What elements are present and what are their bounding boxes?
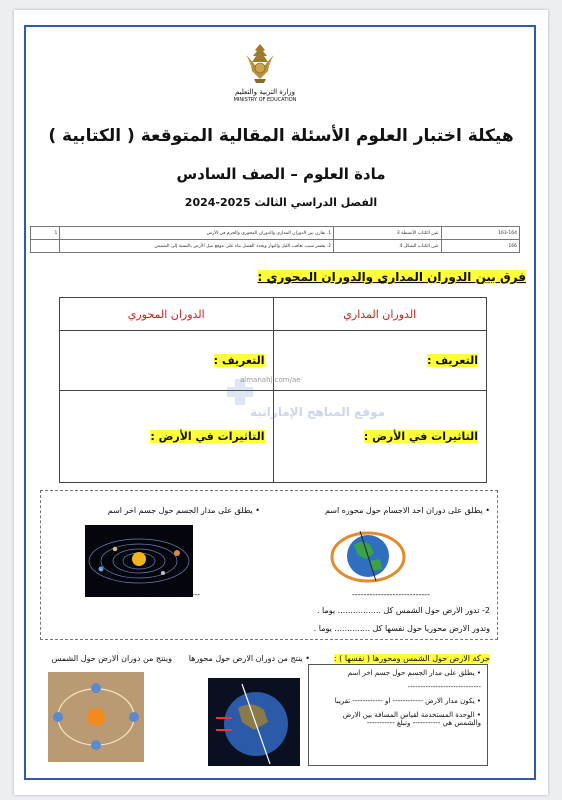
effects-label: التاثيرات في الأرض : [150, 430, 265, 443]
answer-blank-right: --------------------------- [122, 590, 200, 599]
axial-result-label [180, 654, 310, 663]
spec-table [30, 226, 520, 253]
table-row [31, 240, 520, 253]
solar-system-image [85, 525, 193, 597]
col-header-orbital: الدوران المداري [273, 298, 487, 331]
orbital-result-text: وينتج من دوران الارض حول الشمس [51, 654, 172, 663]
axial-result-text: • ينتج من دوران الارض حول محورها [188, 654, 310, 663]
orbital-result-label [42, 654, 172, 663]
definition-label: التعريف : [427, 354, 478, 367]
ministry-name-ar: وزارة التربية والتعليم [234, 88, 296, 96]
uae-emblem-icon [243, 41, 277, 85]
axial-rotation-question: • يطلق على دوران احد الاجسام حول محوره اسم [324, 506, 490, 515]
question-text: يطلق على مدار الجسم حول جسم اخر اسم [107, 506, 253, 515]
fill-line: • يطلق على مدار الجسم حول جسم اخر اسم [347, 669, 481, 677]
definition-label: التعريف : [213, 354, 265, 367]
term-line: الفصل الدراسي الثالث 2025-2024 [184, 196, 378, 209]
table-cell: عين الكتاب الشكل 4 [334, 240, 442, 253]
table-cell: 2. يفسر سبب تعاقب الليل والنهار ويحدد الفصل بناء على موقع ميل الأرض بالنسبة إلى الشمس [60, 240, 334, 253]
orbital-rotation-question: • يطلق على مدار الجسم حول جسم اخر اسم [107, 506, 260, 515]
ministry-name-en: MINISTRY OF EDUCATION [233, 97, 297, 103]
earth-axis-image [330, 525, 408, 587]
table-cell: 163-164 [441, 227, 519, 240]
table-row [31, 227, 520, 240]
effects-label: التاثيرات في الأرض : [363, 430, 478, 443]
question-2-line-1: 2- تدور الارض حول الشمس كل ................. يوما . [316, 606, 490, 615]
fill-line: • الوحدة المستخدمة لقياس المسافة بين الارض والشمس هي ----------- وتبلغ ----------- [342, 711, 481, 727]
earth-rotation-image [208, 678, 300, 766]
fill-in-box [308, 664, 488, 766]
watermark-text: موقع المناهج الإماراتية [250, 405, 386, 419]
page-title: هيكلة اختبار العلوم الأسئلة المقالية المتوقعة ( الكتابية ) [48, 126, 514, 146]
table-cell: 166 [441, 240, 519, 253]
table-cell: 1. يقارن بين الدوران المداري والدوران المحوري والجرم في الأرض [60, 227, 334, 240]
answer-blank-left: --------------------------- [352, 590, 430, 599]
fill-line: ----------------------------- [407, 683, 481, 691]
table-cell [31, 240, 60, 253]
subject-line: مادة العلوم – الصف السادس [176, 165, 386, 183]
table-cell: عين الكتاب الأنشطة 3 [334, 227, 442, 240]
fill-line: • يكون مدار الارض ------------ او ------------ تقريبا [334, 697, 481, 705]
watermark-url: almanahj.com/ae [240, 376, 301, 384]
table-cell: 1 [31, 227, 60, 240]
section-heading: فرق بين الدوران المداري والدوران المحوري : [257, 270, 526, 284]
motion-heading [318, 654, 490, 663]
question-2-line-2: وتدور الارض محوريا حول نفسها كل .............. يوما . [313, 624, 490, 633]
question-text: يطلق على دوران احد الاجسام حول محوره اسم [324, 506, 483, 515]
motion-title: حركة الارض حول الشمس ومحورها ( نفسها ) : [333, 654, 490, 663]
seasons-orbit-image [48, 672, 144, 762]
col-header-axial: الدوران المحوري [60, 298, 274, 331]
